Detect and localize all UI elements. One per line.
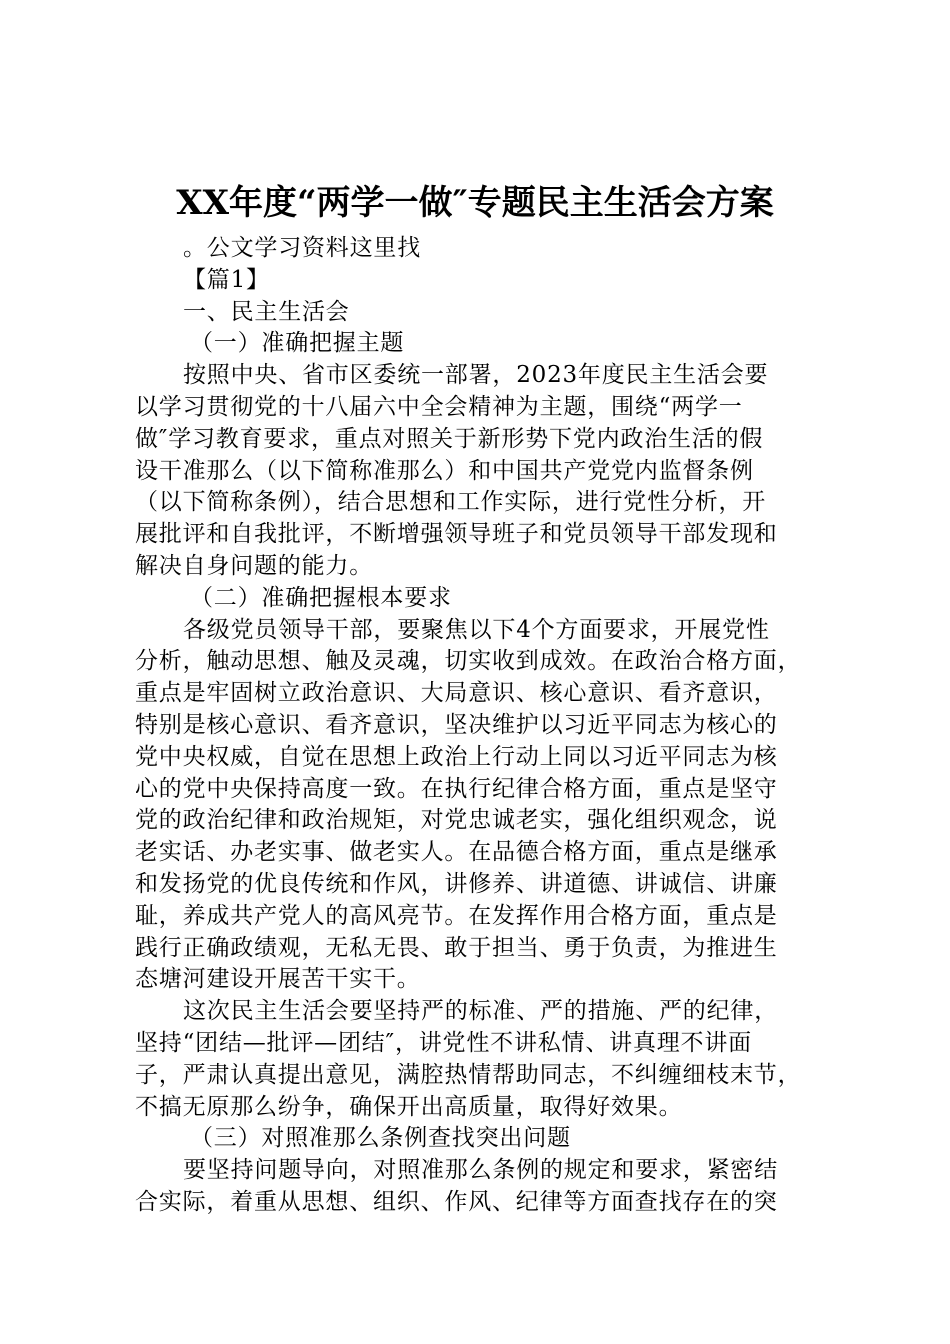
body-line: 【篇1】 — [183, 266, 270, 293]
body-line: 合实际，着重从思想、组织、作风、纪律等方面查找存在的突 — [135, 1188, 778, 1215]
body-line: 一、民主生活会 — [183, 298, 350, 325]
body-line: （二）准确把握根本要求 — [190, 584, 452, 611]
body-line: 按照中央、省市区委统一部署，2023年度民主生活会要 — [183, 362, 769, 389]
body-line: 要坚持问题导向，对照准那么条例的规定和要求，紧密结 — [183, 1157, 778, 1184]
body-line: 重点是牢固树立政治意识、大局意识、核心意识、看齐意识， — [135, 680, 778, 707]
body-line: 。公文学习资料这里找 — [183, 235, 421, 261]
body-line: 和发扬党的优良传统和作风，讲修养、讲道德、讲诚信、讲廉 — [135, 870, 778, 897]
body-line: 这次民主生活会要坚持严的标准、严的措施、严的纪律， — [183, 998, 778, 1025]
body-line: 解决自身问题的能力。 — [135, 552, 373, 579]
body-line: 子，严肃认真提出意见，满腔热情帮助同志，不纠缠细枝末节， — [135, 1061, 802, 1088]
body-line: 展批评和自我批评，不断增强领导班子和党员领导干部发现和 — [135, 521, 778, 548]
body-line: 设干准那么（以下简称准那么）和中国共产党党内监督条例 — [135, 457, 754, 484]
body-line: （一）准确把握主题 — [190, 330, 405, 357]
body-line: 坚持“团结—批评—团结″，讲党性不讲私情、讲真理不讲面 — [135, 1029, 752, 1056]
body-line: 做″学习教育要求，重点对照关于新形势下党内政治生活的假 — [135, 425, 764, 452]
document-body — [135, 233, 835, 1219]
document-title: XX年度“两学一做″专题民主生活会方案 — [176, 183, 774, 223]
body-line: 老实话、办老实事、做老实人。在品德合格方面，重点是继承 — [135, 839, 778, 866]
body-line: 以学习贯彻党的十八届六中全会精神为主题，围绕“两学一 — [135, 393, 743, 420]
body-line: （以下简称条例），结合思想和工作实际，进行党性分析，开 — [135, 489, 767, 516]
body-line: 不搞无原那么纷争，确保开出高质量，取得好效果。 — [135, 1093, 683, 1120]
body-line: 践行正确政绩观，无私无畏、敢于担当、勇于负责，为推进生 — [135, 934, 778, 961]
body-line: 党中央权威，自觉在思想上政治上行动上同以习近平同志为核 — [135, 743, 778, 770]
body-line: 心的党中央保持高度一致。在执行纪律合格方面，重点是坚守 — [135, 775, 778, 802]
body-line: 特别是核心意识、看齐意识，坚决维护以习近平同志为核心的 — [135, 711, 778, 738]
body-line: 态塘河建设开展苦干实干。 — [135, 966, 421, 993]
body-line: 分析，触动思想、触及灵魂，切实收到成效。在政治合格方面， — [135, 648, 802, 675]
body-line: 党的政治纪律和政治规矩，对党忠诚老实，强化组织观念，说 — [135, 807, 778, 834]
body-line: 耻，养成共产党人的高风亮节。在发挥作用合格方面，重点是 — [135, 902, 778, 929]
body-line: 各级党员领导干部，要聚焦以下4个方面要求，开展党性 — [183, 616, 770, 643]
body-line: （三）对照准那么条例查找突出问题 — [190, 1125, 571, 1152]
